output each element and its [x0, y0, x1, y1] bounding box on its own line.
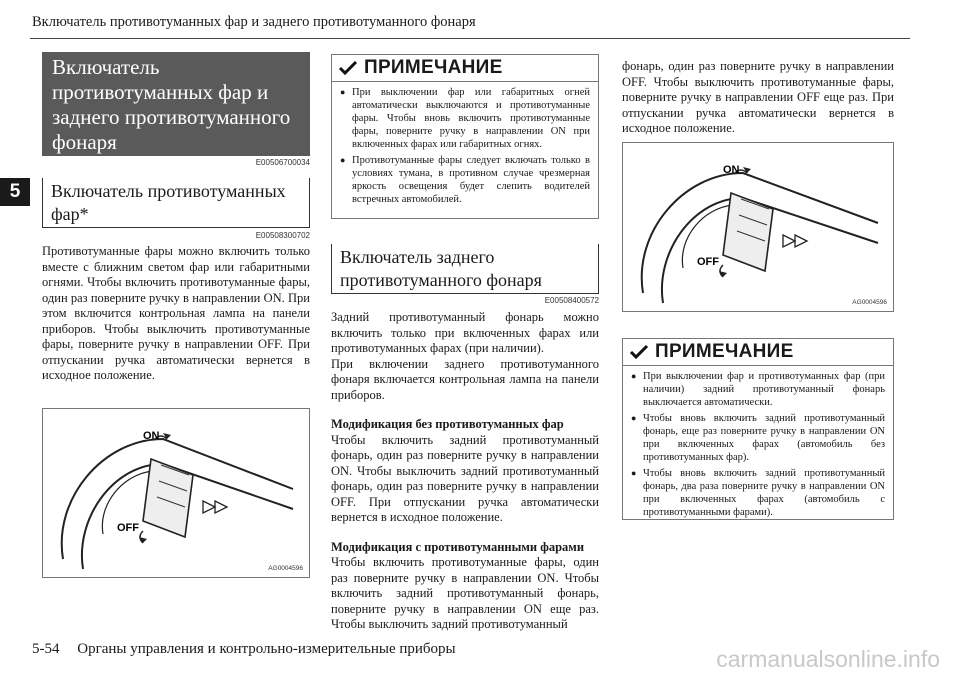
fog-lamp-body-text: Противотуманные фары можно включить только вместе с ближним светом фар или габаритными огнями. Чтобы включить противотуманные фары, один раз поверните ручку в направлении ON. При этом включится контрольная лампа на панели приборов. Чтобы выключить противотуманные фары, поверните ручку в направлении OFF. При отпускании ручка автоматически вернется в исходное положение.: [42, 244, 310, 382]
checkmark-icon: [338, 60, 358, 76]
note-header: [332, 55, 598, 82]
on-label: ON: [143, 430, 160, 442]
figure-code-left: AG0004596: [268, 565, 303, 572]
note-item: ● Противотуманные фары следует включать только в условиях тумана, в противном случае чрезмерная яркость освещения будет слепить водителей встречных автомобилей.: [340, 154, 590, 206]
note-item: ● Чтобы вновь включить задний противотуманный фонарь, еще раз поверните ручку в направлении ON при включенных фарах (автомобиль без противотуманных фар).: [631, 412, 885, 464]
note-item: ● При выключении фар или габаритных огней автоматически выключаются и противотуманные фары. Чтобы вновь включить противотуманные фары, поверните ручку в направлении ON при включенных фарах или габаритных огнях.: [340, 86, 590, 151]
subheading-with-fog: Модификация с противотуманными фарами: [331, 539, 585, 554]
on-label: ON: [723, 164, 740, 176]
rear-fog-switch-code: E00508400572: [544, 296, 599, 305]
rear-fog-para-1: Задний противотуманный фонарь можно включить только при включенных фарах или противотуманных фарах (при наличии).: [331, 310, 599, 355]
page-number: 5-54: [32, 641, 60, 657]
checkmark-icon: [629, 344, 649, 360]
chapter-name: Органы управления и контрольно-измерительные приборы: [77, 641, 456, 657]
note-title: ПРИМЕЧАНИЕ: [364, 57, 503, 78]
off-label: OFF: [697, 256, 719, 268]
note-item: ● При выключении фар и противотуманных фар (при наличии) задний противотуманный фонарь выключается автоматически.: [631, 370, 885, 409]
switch-illustration-right: [622, 142, 894, 312]
main-section-title: Включатель противотуманных фар и заднего противотуманного фонаря: [42, 52, 310, 156]
note-item: ● Чтобы вновь включить задний противотуманный фонарь, два раза поверните ручку в направлении ON при включенных фарах (автомобиль с противотуманными фарами).: [631, 467, 885, 519]
note-title: ПРИМЕЧАНИЕ: [655, 341, 794, 362]
with-fog-body: Чтобы включить противотуманные фары, один раз поверните ручку в направлении ON. Чтобы включить задний противотуманный фонарь, поверните ручку в направлении ON еще раз. Чтобы выключить задний противотуманный: [331, 555, 599, 631]
off-label: OFF: [117, 522, 139, 534]
subheading-without-fog: Модификация без противотуманных фар: [331, 417, 564, 431]
rear-fog-switch-heading: Включатель заднего противотуманного фонаря: [331, 244, 599, 294]
page-footer: [32, 641, 456, 658]
continuation-text: фонарь, один раз поверните ручку в направлении OFF. Чтобы выключить противотуманные фары, поверните ручку в направлении OFF еще раз. При отпускании ручка автоматически вернется в исходное положение.: [622, 59, 894, 135]
note-box-fog-lamps: [331, 54, 599, 219]
without-fog-body: Чтобы включить задний противотуманный фонарь, один раз поверните ручку в направлении ON. Чтобы выключить задний противотуманный фонарь, один раз поверните ручку в направлении OFF. При отпускании ручка автоматически вернется в исходное положение.: [331, 432, 599, 524]
chapter-tab: 5: [0, 178, 30, 206]
rear-fog-para-2: При включении заднего противотуманного фонаря включается контрольная лампа на панели приборов.: [331, 356, 599, 402]
note-header: [623, 339, 893, 366]
header-divider: [30, 38, 910, 39]
note-box-rear-fog: [622, 338, 894, 520]
page-header-title: Включатель противотуманных фар и заднего противотуманного фонаря: [32, 14, 476, 30]
lever-switch-diagram: [623, 143, 893, 311]
watermark: carmanualsonline.info: [716, 646, 940, 672]
fog-lamp-description: [42, 244, 310, 384]
figure-code-right: AG0004596: [852, 299, 887, 306]
rear-fog-description: [331, 310, 599, 633]
main-section-code: E00506700034: [255, 158, 310, 167]
switch-illustration-left: [42, 408, 310, 578]
fog-lamp-switch-heading: Включатель противотуманных фар*: [42, 178, 310, 228]
lever-switch-diagram: [43, 409, 309, 577]
rear-fog-continuation: [622, 59, 894, 137]
fog-lamp-switch-code: E00508300702: [255, 231, 310, 240]
